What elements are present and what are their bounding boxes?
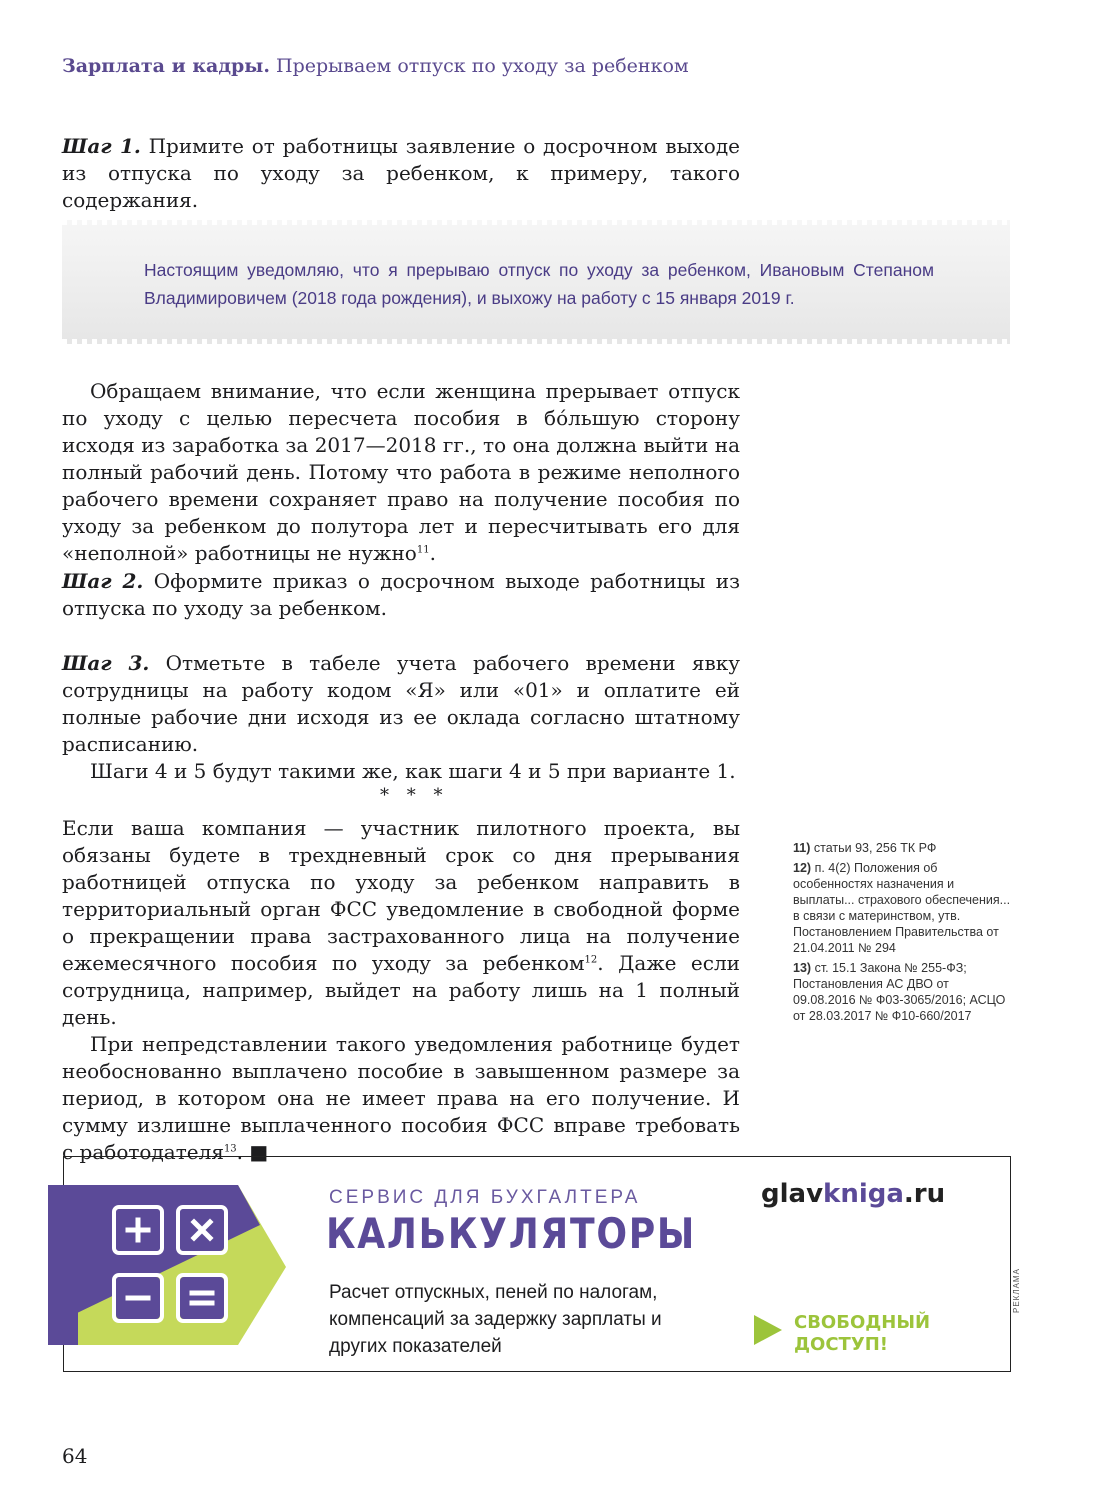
ad-label: РЕКЛАМА xyxy=(1012,1268,1021,1313)
step-2-label: Шаг 2. xyxy=(62,569,144,593)
application-sample-text: Настоящим уведомляю, что я прерываю отпуск по уходу за ребенком, Ивановым Степаном Владимировичем (2018 года рождения), и выхожу на работу с 15 января 2019 г. xyxy=(144,260,934,308)
page-number: 64 xyxy=(62,1444,88,1468)
footnote-ref-12: 12 xyxy=(584,954,598,966)
pilot-text: Если ваша компания — участник пилотного проекта, вы обязаны будете в трехдневный срок со дня прерывания работницей отпуска по уходу за ребенком направить в территориальный орган ФСС уведомление в свободной форме о прекращении права застрахованного лица на получение ежемесячного пособия по уходу за ребенком xyxy=(62,816,740,975)
application-sample-box xyxy=(62,220,1010,344)
ad-title: КАЛЬКУЛЯТОРЫ xyxy=(326,1209,697,1258)
step-2 xyxy=(62,568,740,622)
free-access-label[interactable]: СВОБОДНЫЙ ДОСТУП! xyxy=(794,1312,931,1355)
penalty-text: При непредставлении такого уведомления работнице будет необоснованно выплачено пособие в завышенном размере за период, в котором она не имеет права на его получение. И сумму излишне выплаченного пособия ФСС вправе требовать с работодателя xyxy=(62,1032,740,1164)
section-separator: * * * xyxy=(380,785,449,806)
attention-text: Обращаем внимание, что если женщина прерывает отпуск по уходу с целью пересчета пособия в бо́льшую сторону исходя из заработка за 2017—2018 гг., то она должна выйти на полный рабочий день. Потому что работа в режиме неполного рабочего времени сохраняет право на получение пособия по уходу за ребенком до полутора лет и пересчитывать его для «неполной» работницы не нужно xyxy=(62,379,740,565)
step-1 xyxy=(62,133,740,214)
pilot-paragraph: Если ваша компания — участник пилотного проекта, вы обязаны будете в трехдневный срок со дня прерывания работницей отпуска по уходу за ребенком направить в территориальный орган ФСС уведомление в свободной форме о прекращении права застрахованного лица на получение ежемесячного пособия по уходу за ребенком$^{12}$. Даже если сотрудница, например, выйдет на работу лишь на 1 полный день. При непредставлении такого уведомления работнице будет необоснованно выплачено пособие в завышенном размере за период, в котором она не имеет права на его получение. И сумму излишне выплаченного пособия ФСС вправе требовать с работодателя$^{13}$. ■ xyxy=(62,816,740,1164)
header-section: Зарплата и кадры. xyxy=(62,55,270,77)
ad-description: Расчет отпускных, пеней по налогам, компенсаций за задержку зарплаты и других показателей xyxy=(329,1282,662,1357)
footnote-12: 12) п. 4(2) Положения об особенностях назначения и выплаты... страхового обеспечения... в связи с материнством, утв. Постановлением Правительства от 21.04.2011 № 294 xyxy=(793,861,1011,955)
attention-paragraph: Обращаем внимание, что если женщина прерывает отпуск по уходу с целью пересчета пособия в бо́льшую сторону исходя из заработка за 2017—2018 гг., то она должна выйти на полный рабочий день. Потому что работа в режиме неполного рабочего времени сохраняет право на получение пособия по уходу за ребенком до полутора лет и пересчитывать его для «неполной» работницы не нужно$^{11}$. xyxy=(62,379,740,565)
running-header xyxy=(62,55,689,77)
step-3-label: Шаг 3. xyxy=(62,651,150,675)
footnote-11: 11) статьи 93, 256 ТК РФ xyxy=(793,841,937,855)
footnotes xyxy=(793,840,1013,1028)
calculator-logo-icon xyxy=(48,1185,306,1345)
calculators-ad[interactable] xyxy=(63,1156,1011,1372)
step-1-text: Примите от работницы заявление о досрочном выходе из отпуска по уходу за ребенком, к примеру, такого содержания. xyxy=(62,134,740,212)
step-3 xyxy=(62,650,740,785)
step-1-label: Шаг 1. xyxy=(62,134,141,158)
ad-site-link[interactable]: glavkniga.ru xyxy=(761,1179,946,1209)
footnote-ref-11: 11 xyxy=(416,544,430,556)
footnote-ref-13: 13 xyxy=(223,1143,237,1155)
step-3-text: Отметьте в табеле учета рабочего времени явку сотрудницы на работу кодом «Я» или «01» и оплатите ей полные рабочие дни исходя из ее оклада согласно штатному расписанию. xyxy=(62,651,740,756)
header-title: Прерываем отпуск по уходу за ребенком xyxy=(276,55,689,77)
steps-4-5-note: Шаги 4 и 5 будут такими же, как шаги 4 и 5 при варианте 1. xyxy=(90,759,736,783)
ad-subtitle: СЕРВИС ДЛЯ БУХГАЛТЕРА xyxy=(329,1187,641,1208)
step-2-text: Оформите приказ о досрочном выходе работницы из отпуска по уходу за ребенком. xyxy=(62,569,740,620)
footnote-13: 13) ст. 15.1 Закона № 255-ФЗ; Постановления АС ДВО от 09.08.2016 № Ф03-3065/2016; АСЦО от 28.03.2017 № Ф10-660/2017 xyxy=(793,961,1006,1023)
play-arrow-icon xyxy=(754,1315,782,1345)
